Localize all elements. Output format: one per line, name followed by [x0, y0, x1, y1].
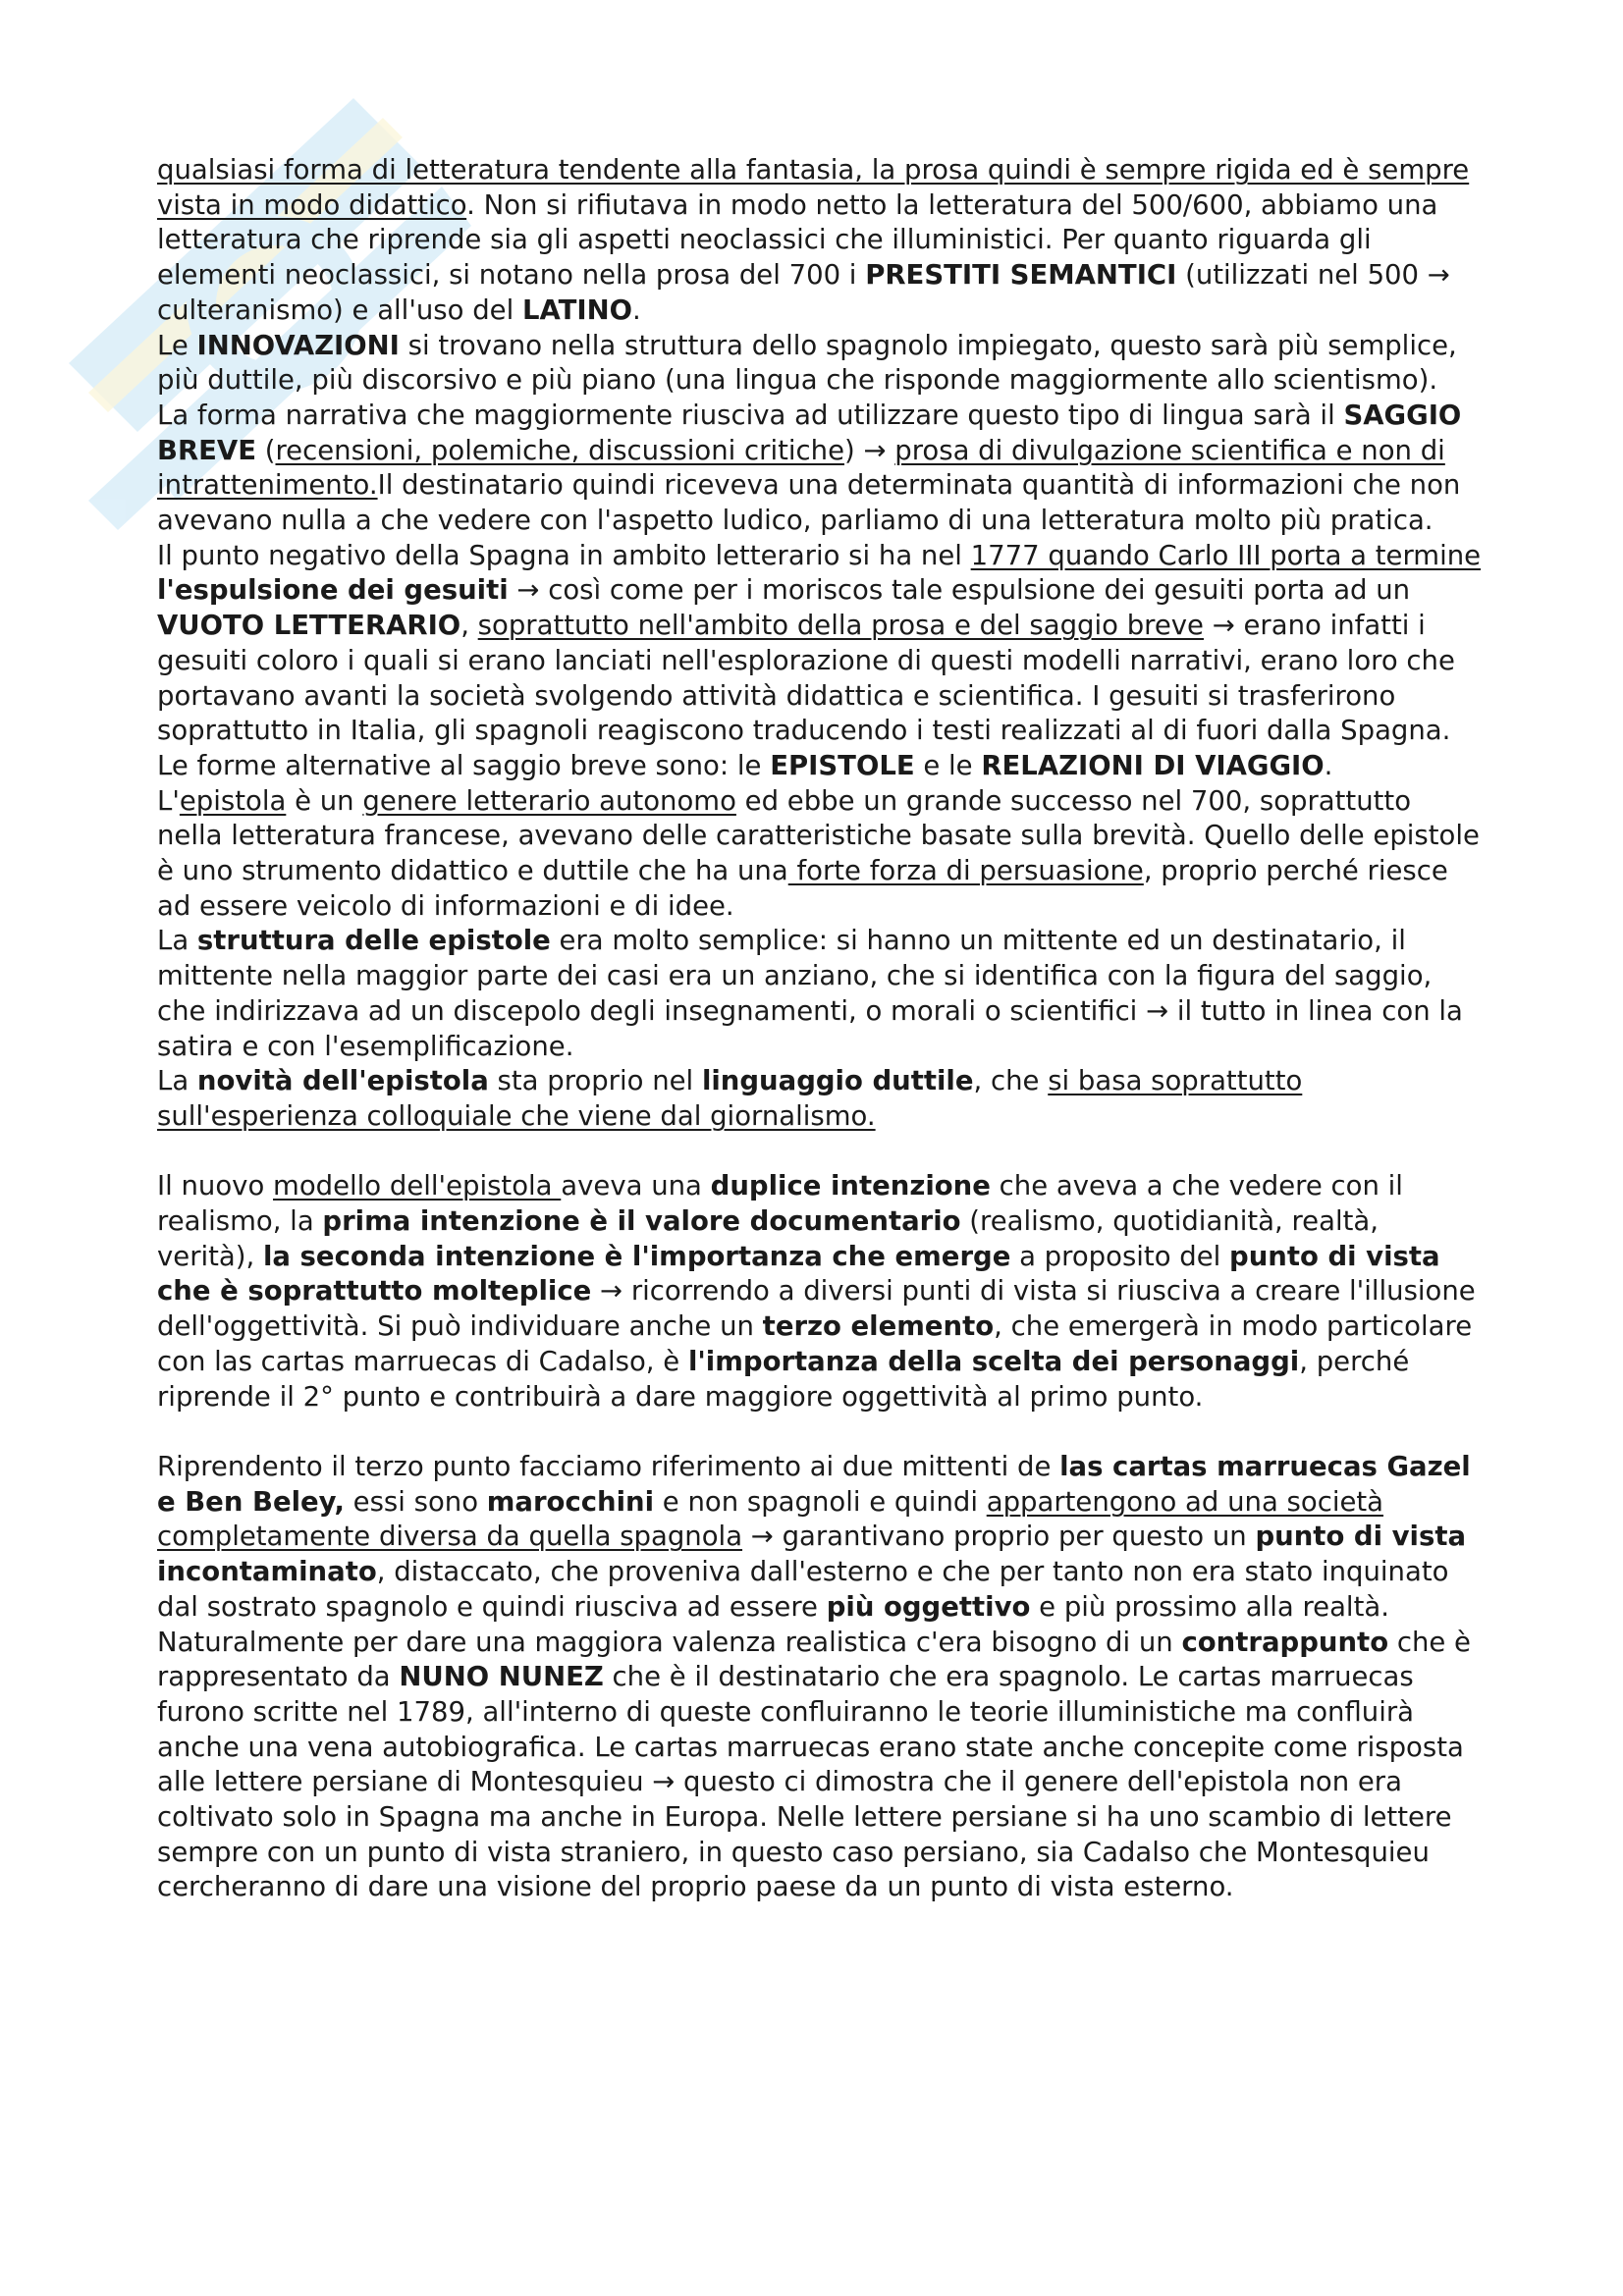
text-run: , che emergerà in modo particolare con las cartas marruecas di Cadalso, è: [157, 1310, 1473, 1377]
bold-text: EPISTOLE: [770, 749, 915, 781]
bold-text: punto di vista che è soprattutto molteplice: [157, 1240, 1440, 1308]
text-run: La: [157, 925, 197, 957]
bold-text: duplice intenzione: [710, 1170, 991, 1202]
text-run: e le: [914, 749, 982, 781]
text-run: si trovano nella struttura dello spagnolo impiegato, questo sarà più semplice, più duttile, più discorsivo e più piano (una lingua che risponde maggiormente allo scientismo).: [157, 329, 1457, 397]
text-run: , proprio perché riesce ad essere veicolo di informazioni e di idee.: [157, 855, 1448, 922]
paragraph: [157, 784, 1483, 925]
text-run: era molto semplice: si hanno un mittente ed un destinatario, il mittente nella maggior parte dei casi era un anziano, che si identifica con la figura del saggio, che indirizzava ad un discepolo degli insegnamenti, o morali o scientifici → il tutto in linea con la satira e con l'esemplificazione.: [157, 925, 1463, 1062]
text-run: ,: [460, 610, 478, 642]
bold-text: VUOTO LETTERARIO: [157, 610, 461, 642]
text-run: → garantivano proprio per questo un: [742, 1521, 1256, 1553]
bold-text: RELAZIONI DI VIAGGIO: [981, 749, 1325, 781]
text-run: Il punto negativo della Spagna in ambito letterario si ha nel: [157, 539, 971, 571]
paragraph: [157, 1450, 1483, 1905]
text-run: . Non si rifiutava in modo netto la letteratura del 500/600, abbiamo una letteratura che riprende sia gli aspetti neoclassici che illuministici. Per quanto riguarda gli elementi neoclassici, si notano nella prosa del 700 i: [157, 188, 1438, 292]
text-run: aveva una: [561, 1170, 711, 1202]
paragraph: [157, 539, 1483, 749]
text-run: essi sono: [344, 1485, 487, 1518]
text-run: Le: [157, 329, 197, 361]
bold-text: più oggettivo: [826, 1590, 1031, 1623]
bold-text: PRESTITI SEMANTICI: [865, 259, 1177, 292]
bold-text: punto di vista incontaminato: [157, 1521, 1467, 1588]
document-body: [157, 153, 1483, 1905]
underlined-text: forte forza di persuasione: [787, 855, 1144, 887]
underlined-text: appartengono ad una società completamente diversa da quella spagnola: [157, 1485, 1384, 1553]
text-run: , che: [973, 1065, 1049, 1097]
text-run: sta proprio nel: [488, 1065, 702, 1097]
bold-text: marocchini: [486, 1485, 655, 1518]
text-run: La forma narrativa che maggiormente riusciva ad utilizzare questo tipo di lingua sarà il: [157, 399, 1344, 431]
bold-text: contrappunto: [1181, 1626, 1389, 1658]
text-run: e non spagnoli e quindi: [654, 1485, 987, 1518]
text-run: (utilizzati nel 500 → culteranismo) e all'uso del: [157, 259, 1450, 326]
underlined-text: genere letterario autonomo: [362, 784, 736, 817]
paragraph: [157, 1169, 1483, 1415]
bold-text: NUNO NUNEZ: [399, 1661, 604, 1693]
bold-text: l'espulsione dei gesuiti: [157, 574, 509, 607]
underlined-text: qualsiasi forma di letteratura tendente alla fantasia, la prosa quindi è sempre rigida ed è sempre vista in modo didattico: [157, 154, 1470, 221]
text-run: Il destinatario quindi riceveva una determinata quantità di informazioni che non avevano nulla a che vedere con l'aspetto ludico, parliamo di una letteratura molto più pratica.: [157, 469, 1461, 537]
paragraph: [157, 153, 1483, 329]
underlined-text: recensioni, polemiche, discussioni critiche: [275, 434, 844, 466]
underlined-text: soprattutto nell'ambito della prosa e del saggio breve: [477, 610, 1204, 642]
text-run: , perché riprende il 2° punto e contribuirà a dare maggiore oggettività al primo punto.: [157, 1345, 1410, 1413]
text-run: La: [157, 1065, 197, 1097]
bold-text: struttura delle epistole: [196, 925, 551, 957]
text-run: è un: [286, 784, 363, 817]
text-run: che aveva a che vedere con il realismo, la: [157, 1170, 1403, 1238]
text-run: che è il destinatario che era spagnolo. Le cartas marruecas furono scritte nel 1789, all'interno di queste confluiranno le teorie illuministiche ma confluirà anche una vena autobiografica. Le cartas marruecas erano state anche concepite come risposta alle lettere persiane di Montesquieu → questo ci dimostra che il genere dell'epistola non era coltivato solo in Spagna ma anche in Europa. Nelle lettere persiane si ha uno scambio di lettere sempre con un punto di vista straniero, in questo caso persiano, sia Cadalso che Montesquieu cercheranno di dare una visione del proprio paese da un punto di vista esterno.: [157, 1661, 1464, 1903]
paragraph: [157, 1064, 1483, 1134]
bold-text: SAGGIO BREVE: [157, 399, 1462, 466]
bold-text: l'importanza della scelta dei personaggi: [687, 1345, 1300, 1377]
paragraph-spacer: [157, 1415, 1483, 1450]
bold-text: LATINO: [521, 294, 633, 326]
text-run: Le forme alternative al saggio breve sono: le: [157, 749, 771, 781]
bold-text: INNOVAZIONI: [196, 329, 400, 361]
paragraph: [157, 399, 1483, 539]
text-run: e più prossimo alla realtà. Naturalmente per dare una maggiora valenza realistica c'era bisogno di un: [157, 1590, 1389, 1658]
bold-text: terzo elemento: [762, 1310, 995, 1343]
text-run: , distaccato, che proveniva dall'esterno e che per tanto non era stato inquinato dal sostrato spagnolo e quindi riusciva ad essere: [157, 1556, 1449, 1623]
text-run: .: [1324, 749, 1333, 781]
bold-text: novità dell'epistola: [196, 1065, 489, 1097]
text-run: → erano infatti i gesuiti coloro i quali si erano lanciati nell'esplorazione di questi modelli narrativi, erano loro che portavano avanti la società svolgendo attività didattica e scientifica. I gesuiti si trasferirono soprattutto in Italia, gli spagnoli reagiscono traducendo i testi realizzati al di fuori dalla Spagna.: [157, 610, 1455, 747]
bold-text: las cartas marruecas Gazel e Ben Beley,: [157, 1450, 1471, 1518]
paragraph: [157, 749, 1483, 784]
text-run: che è rappresentato da: [157, 1626, 1471, 1693]
underlined-text: prosa di divulgazione scientifica e non di intrattenimento.: [157, 434, 1445, 502]
paragraph: [157, 924, 1483, 1064]
underlined-text: epistola: [179, 784, 287, 817]
bold-text: linguaggio duttile: [701, 1065, 974, 1097]
underlined-text: modello dell'epistola: [273, 1170, 562, 1202]
text-run: (: [256, 434, 276, 466]
text-run: → ricorrendo a diversi punti di vista si riusciva a creare l'illusione dell'oggettività. Si può individuare anche un: [157, 1275, 1476, 1343]
text-run: Il nuovo: [157, 1170, 274, 1202]
text-run: ed ebbe un grande successo nel 700, soprattutto nella letteratura francese, avevano delle caratteristiche basate sulla brevità. Quello delle epistole è uno strumento didattico e duttile che ha una: [157, 784, 1480, 887]
text-run: Riprendento il terzo punto facciamo riferimento ai due mittenti de: [157, 1450, 1060, 1482]
bold-text: prima intenzione è il valore documentario: [322, 1205, 961, 1238]
text-run: .: [632, 294, 641, 326]
text-run: ) →: [844, 434, 895, 466]
text-run: → così come per i moriscos tale espulsione dei gesuiti porta ad un: [508, 574, 1411, 607]
text-run: a proposito del: [1010, 1240, 1230, 1272]
paragraph-spacer: [157, 1135, 1483, 1170]
underlined-text: 1777 quando Carlo III porta a termine: [970, 539, 1482, 571]
paragraph: [157, 329, 1483, 399]
bold-text: la seconda intenzione è l'importanza che emerge: [263, 1240, 1011, 1272]
underlined-text: si basa soprattutto sull'esperienza colloquiale che viene dal giornalismo.: [157, 1065, 1303, 1132]
text-run: L': [157, 784, 180, 817]
text-run: (realismo, quotidianità, realtà, verità),: [157, 1205, 1379, 1272]
